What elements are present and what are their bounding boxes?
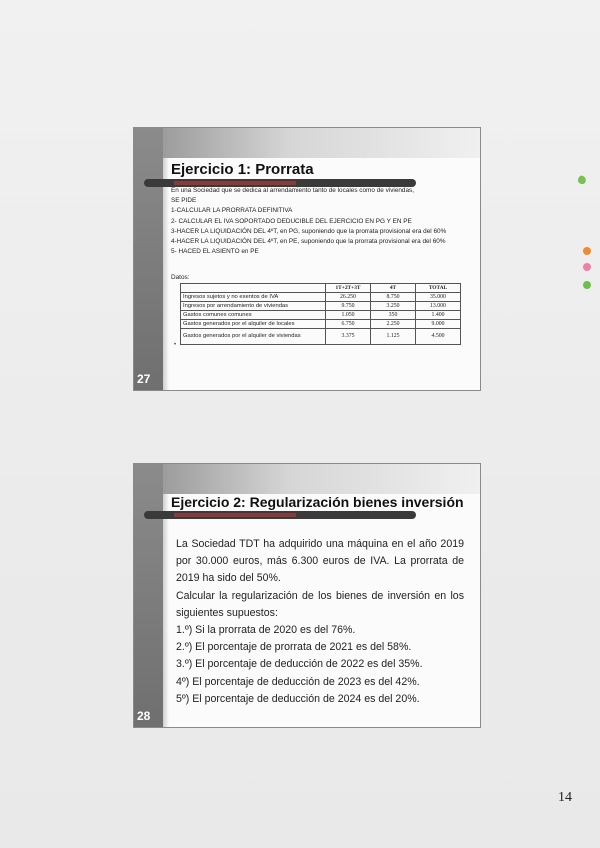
slide-28 — [133, 463, 481, 728]
table-cell: 4.500 — [416, 329, 461, 345]
table-cell: 1.050 — [326, 311, 371, 320]
bullet-mark: • — [174, 342, 177, 348]
table-header — [181, 284, 326, 293]
table-cell: Ingresos por arrendamiento de viviendas — [181, 302, 326, 311]
slide-number: 28 — [137, 709, 151, 723]
green-sticker-mark — [583, 281, 591, 289]
table-row — [181, 311, 461, 320]
table-cell: 13.000 — [416, 302, 461, 311]
table-cell: 35.000 — [416, 293, 461, 302]
table-cell: Gastos comunes comunes — [181, 311, 326, 320]
slide-top-band — [163, 464, 480, 494]
statement-paragraph: La Sociedad TDT ha adquirido una máquina en el año 2019 por 30.000 euros, más 6.300 euros de IVA. La prorrata de 2019 ha sido del 50%. — [176, 538, 464, 585]
table-row — [181, 320, 461, 329]
exercise-statement — [171, 186, 446, 257]
statement-line: En una Sociedad que se dedica al arrendamiento tanto de locales como de viviendas, — [171, 187, 415, 194]
slide-title: Ejercicio 2: Regularización bienes inversión — [171, 494, 464, 510]
table-row — [181, 329, 461, 345]
pink-sticker-mark — [583, 263, 591, 271]
title-underline-bar — [144, 511, 416, 519]
exercise-statement — [176, 536, 464, 708]
statement-paragraph: 3.º) El porcentaje de deducción de 2022 es del 35%. — [176, 658, 423, 671]
table-cell: 350 — [371, 311, 416, 320]
table-header-row — [181, 284, 461, 293]
table-header: 1T+2T+3T — [326, 284, 371, 293]
orange-sticker-mark — [583, 247, 591, 255]
green-sticker-mark — [577, 175, 588, 186]
statement-line: 5- HACED EL ASIENTO en PE — [171, 248, 259, 256]
table-cell: 8.750 — [371, 293, 416, 302]
slide-top-band — [163, 128, 480, 158]
slide-27 — [133, 127, 481, 391]
datos-label: Datos: — [171, 274, 190, 281]
statement-line: 4-HACER LA LIQUIDACIÓN DEL 4ºT, en PE, suponiendo que la prorrata provisional era del 60% — [171, 238, 446, 246]
slide-title: Ejercicio 1: Prorrata — [171, 161, 314, 178]
table-cell: Ingresos sujetos y no exentos de IVA — [181, 293, 326, 302]
slide-number: 27 — [137, 372, 151, 386]
table-cell: 26.250 — [326, 293, 371, 302]
statement-paragraph: 2.º) El porcentaje de prorrata de 2021 es del 58%. — [176, 641, 412, 654]
table-row — [181, 293, 461, 302]
table-cell: 9.000 — [416, 320, 461, 329]
table-row — [181, 302, 461, 311]
statement-paragraph: 5º) El porcentaje de deducción de 2024 es del 20%. — [176, 692, 420, 705]
statement-paragraph: Calcular la regularización de los bienes de inversión en los siguientes supuestos: — [176, 589, 464, 619]
table-header: TOTAL — [416, 284, 461, 293]
table-cell: 9.750 — [326, 302, 371, 311]
table-header: 4T — [371, 284, 416, 293]
statement-paragraph: 4º) El porcentaje de deducción de 2023 es del 42%. — [176, 675, 420, 688]
page-number: 14 — [558, 790, 572, 805]
table-cell: 3.250 — [371, 302, 416, 311]
statement-paragraph: 1.º) Si la prorrata de 2020 es del 76%. — [176, 624, 356, 637]
data-table — [180, 283, 461, 345]
statement-line: 2- CALCULAR EL IVA SOPORTADO DEDUCIBLE DEL EJERCICIO EN PG Y EN PE — [171, 217, 412, 225]
table-cell: 6.750 — [326, 320, 371, 329]
table-cell: Gastos generados por el alquiler de viviendas — [181, 329, 326, 345]
table-cell: Gastos generados por el alquiler de locales — [181, 320, 326, 329]
table-cell: 1.125 — [371, 329, 416, 345]
statement-line: SE PIDE — [171, 197, 197, 205]
slide-left-strip — [134, 464, 163, 727]
slide-left-strip — [134, 128, 163, 390]
statement-line: 1-CALCULAR LA PRORRATA DEFINITIVA — [171, 207, 293, 215]
table-cell: 3.375 — [326, 329, 371, 345]
table-cell: 2.250 — [371, 320, 416, 329]
statement-line: 3-HACER LA LIQUIDACIÓN DEL 4ºT, en PG, suponiendo que la prorrata provisional era del 60% — [171, 227, 447, 235]
table-cell: 1.400 — [416, 311, 461, 320]
